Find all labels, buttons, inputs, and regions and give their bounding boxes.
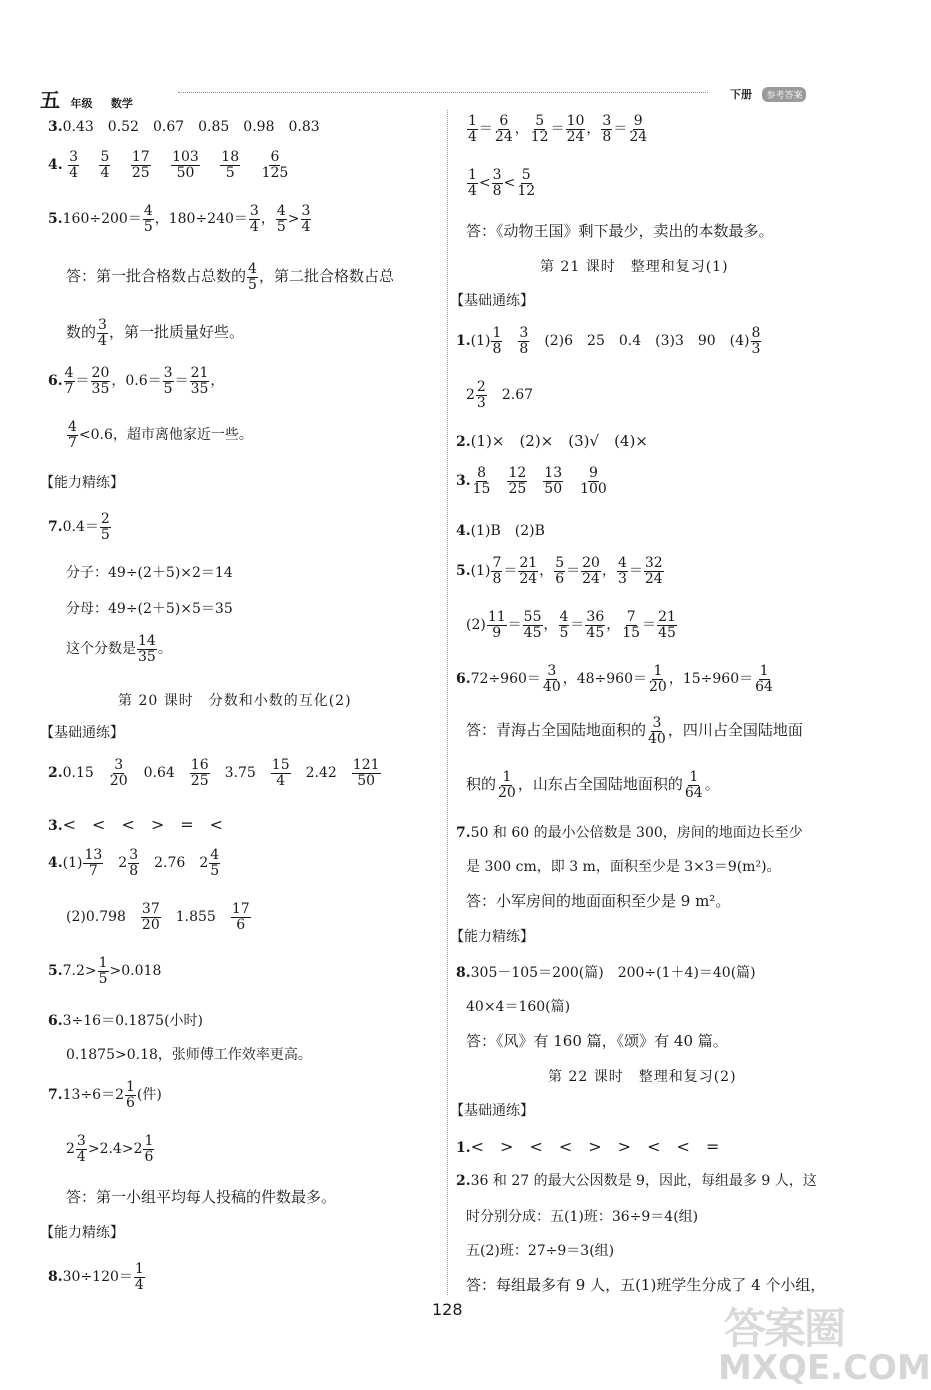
fraction-numerator: 20 — [582, 555, 600, 571]
fraction-denominator: 15 — [472, 480, 491, 497]
fraction-denominator: 12 — [517, 182, 536, 199]
fraction — [581, 556, 601, 586]
fraction — [491, 556, 502, 586]
fraction-denominator: 5 — [100, 526, 110, 543]
l21-q6: 6.72÷960＝ $\frac{3}{40}$ ，48÷960＝ $\frac{1}{20}$ ，15÷960＝ $\frac{1}{64}$ — [456, 663, 773, 695]
fraction-numerator: 1 — [689, 769, 699, 785]
fraction-denominator: 5 — [98, 970, 108, 987]
l20-q7-1: 7.13÷6＝2 $\frac{1}{6}$ (件) — [48, 1079, 162, 1111]
fraction — [492, 168, 503, 198]
fraction-numerator: 3 — [492, 167, 502, 183]
fraction-denominator: 40 — [542, 678, 561, 695]
fraction — [83, 848, 103, 878]
fraction-denominator: 4 — [69, 164, 78, 181]
fraction-denominator: 9 — [492, 624, 502, 641]
l20-q4-1: 4.(1) $\frac{13}{7}$ 2 $\frac{3}{8}$ 2.76 2 $\frac{4}{5}$ — [48, 847, 220, 879]
left-q3: 3.0.43 0.52 0.67 0.85 0.98 0.83 — [48, 119, 320, 135]
fraction-numerator: 3 — [301, 203, 311, 219]
fraction-denominator: 64 — [684, 784, 703, 801]
header-right — [730, 86, 806, 102]
fraction — [209, 848, 220, 878]
l21-q7-2: 是 300 cm，即 3 m，面积至少是 3×3＝9(m²)。 — [466, 859, 781, 875]
fraction — [163, 366, 174, 396]
fraction-denominator: 4 — [76, 1148, 86, 1165]
fraction — [143, 1134, 154, 1164]
l20-q7-2: 2 $\frac{3}{4}$ >2.4>2 $\frac{1}{6}$ — [66, 1133, 154, 1165]
right-basic-heading: 【基础通练】 — [450, 293, 534, 309]
fraction-denominator: 64 — [755, 678, 773, 695]
fraction-denominator: 6 — [144, 1148, 154, 1165]
fraction-numerator: 37 — [141, 901, 160, 917]
fraction-denominator: 3 — [617, 570, 627, 587]
l22-q2-4: 答：每组最多有 9 人，五(1)班学生分成了 4 个小组， — [466, 1276, 826, 1294]
fraction-denominator: 40 — [648, 730, 666, 747]
fraction-denominator: 8 — [602, 128, 612, 145]
fraction — [352, 758, 381, 788]
l21-q7-3: 答：小军房间的地面面积至少是 9 m²。 — [466, 892, 731, 910]
left-q7-result: 这个分数是 $\frac{14}{35}$ 。 — [66, 633, 172, 665]
fraction — [137, 634, 157, 664]
volume-label: 下册 — [730, 88, 752, 101]
fraction-denominator: 24 — [494, 128, 513, 145]
fraction-numerator: 17 — [131, 149, 150, 165]
fraction-denominator: 20 — [109, 772, 128, 789]
fraction-numerator: 1 — [502, 769, 512, 785]
left-basic-heading: 【基础通练】 — [40, 725, 124, 741]
fraction — [231, 902, 251, 932]
fraction-denominator: 4 — [249, 218, 259, 235]
l22-q2-3: 五(2)班：27÷9＝3(组) — [466, 1243, 615, 1259]
fraction-denominator: 24 — [644, 570, 663, 587]
fraction — [507, 466, 527, 496]
fraction-denominator: 5 — [143, 218, 153, 235]
left-ability-heading: 【能力精练】 — [40, 475, 124, 491]
fraction-numerator: 4 — [68, 419, 77, 435]
left-q6-conclusion: $\frac{4}{7}$ <0.6，超市离他家近一些。 — [68, 419, 253, 451]
fraction-numerator: 1 — [125, 1079, 135, 1095]
l21-q1-2: 2 $\frac{2}{3}$ 2.67 — [466, 379, 534, 411]
fraction-denominator: 100 — [580, 480, 607, 497]
fraction-denominator: 45 — [586, 624, 605, 641]
fraction — [64, 366, 75, 396]
fraction-numerator: 121 — [352, 757, 380, 773]
fraction-denominator: 4 — [301, 218, 311, 235]
fraction-numerator: 21 — [519, 555, 538, 571]
fraction-numerator: 3 — [249, 203, 259, 219]
fraction — [566, 114, 586, 144]
fraction-numerator: 17 — [231, 901, 250, 917]
right-basic-heading-2: 【基础通练】 — [450, 1103, 534, 1119]
fraction — [467, 168, 478, 198]
fraction — [601, 114, 612, 144]
fraction — [68, 150, 79, 180]
fraction-numerator: 6 — [270, 149, 280, 165]
l22-q2-2: 时分别分成：五(1)班：36÷9＝4(组) — [466, 1209, 699, 1225]
fraction — [542, 664, 562, 694]
fraction — [754, 664, 774, 694]
fraction-numerator: 13 — [84, 847, 103, 863]
lesson-22-title: 第 22 课时 整理和复习(2) — [548, 1069, 737, 1085]
fraction-numerator: 3 — [602, 113, 612, 129]
fraction-numerator: 4 — [210, 847, 220, 863]
left-q5-answer-2: 数的 $\frac{3}{4}$ ，第一批质量好些。 — [66, 317, 244, 349]
fraction-denominator: 35 — [91, 380, 110, 397]
fraction-denominator: 4 — [468, 182, 477, 199]
fraction-numerator: 16 — [190, 757, 209, 773]
fraction — [494, 114, 514, 144]
l20-ability-heading: 【能力精练】 — [40, 1225, 124, 1241]
fraction-numerator: 2 — [100, 511, 110, 527]
fraction-numerator: 9 — [633, 113, 643, 129]
fraction-numerator: 32 — [644, 555, 663, 571]
l20-q5: 5.7.2> $\frac{1}{5}$ >0.018 — [48, 955, 162, 987]
fraction — [276, 204, 287, 234]
fraction-denominator: 8 — [492, 182, 502, 199]
column-divider — [447, 110, 448, 1295]
fraction-numerator: 103 — [172, 149, 199, 165]
fraction-numerator: 13 — [544, 465, 563, 481]
lesson-21-title: 第 21 课时 整理和复习(1) — [540, 259, 729, 275]
fraction-numerator: 15 — [271, 757, 290, 773]
fraction-denominator: 4 — [134, 1276, 144, 1293]
fraction-numerator: 3 — [547, 663, 557, 679]
right-cont-2: $\frac{1}{4}$ < $\frac{3}{8}$ < $\frac{5}{12}$ — [468, 167, 536, 199]
fraction — [472, 466, 492, 496]
fraction-denominator: 4 — [276, 772, 286, 789]
fraction-denominator: 8 — [519, 340, 529, 357]
fraction-numerator: 4 — [64, 365, 74, 381]
fraction-numerator: 1 — [492, 325, 502, 341]
left-q7-numerator: 分子：49÷(2＋5)×2＝14 — [66, 565, 233, 581]
grade-label: 年级 — [70, 97, 93, 110]
fraction-numerator: 11 — [487, 609, 506, 625]
fraction — [657, 610, 677, 640]
fraction-numerator: 10 — [566, 113, 585, 129]
fraction-numerator: 1 — [653, 663, 663, 679]
l21-q5-2: (2) $\frac{11}{9}$ ＝ $\frac{55}{45}$ ， $\frac{4}{5}$ ＝ $\frac{36}{45}$ ， $\frac{7}{15}$ ＝ $\frac{21}{45}$ — [466, 609, 676, 641]
fraction — [518, 326, 529, 356]
fraction-denominator: 35 — [190, 380, 209, 397]
left-q6: 6. $\frac{4}{7}$ ＝ $\frac{20}{35}$ ，0.6＝ $\frac{3}{5}$ ＝ $\frac{21}{35}$ ， — [48, 365, 225, 397]
fraction-numerator: 4 — [276, 203, 286, 219]
fraction — [487, 610, 507, 640]
fraction — [125, 1080, 136, 1110]
fraction-numerator: 1 — [468, 113, 477, 129]
fraction — [518, 556, 538, 586]
fraction-denominator: 25 — [508, 480, 527, 497]
header — [40, 84, 133, 113]
l22-q2-1: 2.36 和 27 的最大公因数是 9，因此，每组最多 9 人，这 — [456, 1173, 817, 1189]
fraction-numerator: 1 — [98, 955, 108, 971]
fraction-denominator: 5 — [248, 276, 257, 293]
fraction-denominator: 35 — [138, 648, 156, 665]
fraction-numerator: 1 — [134, 1261, 144, 1277]
l21-q7-1: 7.50 和 60 的最小公倍数是 300，房间的地面边长至少 — [456, 825, 803, 841]
fraction-numerator: 1 — [144, 1133, 154, 1149]
fraction — [523, 610, 543, 640]
fraction — [76, 1134, 87, 1164]
left-q7: 7.0.4＝ $\frac{2}{5}$ — [48, 511, 110, 543]
fraction-numerator: 3 — [652, 715, 662, 731]
fraction — [530, 114, 550, 144]
fraction-numerator: 4 — [143, 203, 153, 219]
fraction — [644, 556, 664, 586]
fraction-numerator: 55 — [523, 609, 542, 625]
fraction-numerator: 3 — [76, 1133, 86, 1149]
fraction-denominator: 8 — [492, 340, 502, 357]
fraction — [141, 902, 161, 932]
fraction — [128, 848, 139, 878]
left-q4: 4. $\frac{3}{4}$ $\frac{5}{4}$ $\frac{17}{25}$ $\frac{103}{50}$ $\frac{18}{5}$ $\frac{6}{125}$ — [48, 149, 289, 181]
fraction-numerator: 4 — [617, 555, 627, 571]
left-q5-answer-1: 答：第一批合格数占总数的 $\frac{4}{5}$ ，第二批合格数占总 — [66, 261, 394, 293]
l20-q6-1: 6.3÷16＝0.1875(小时) — [48, 1013, 203, 1029]
fraction-numerator: 1 — [468, 167, 477, 183]
fraction-numerator: 5 — [555, 555, 565, 571]
fraction — [621, 610, 641, 640]
fraction-numerator: 3 — [129, 847, 139, 863]
fraction — [585, 610, 605, 640]
fraction-denominator: 15 — [622, 624, 641, 641]
fraction — [476, 380, 487, 410]
fraction-denominator: 4 — [100, 164, 110, 181]
fraction — [271, 758, 291, 788]
fraction-numerator: 7 — [492, 555, 502, 571]
left-q7-denominator: 分母：49÷(2＋5)×5＝35 — [66, 601, 233, 617]
fraction-denominator: 5 — [210, 862, 220, 879]
fraction-denominator: 7 — [68, 434, 77, 451]
fraction-numerator: 4 — [559, 609, 569, 625]
fraction — [190, 758, 210, 788]
fraction-denominator: 50 — [357, 772, 376, 789]
fraction-denominator: 45 — [523, 624, 542, 641]
fraction — [190, 366, 210, 396]
fraction-numerator: 5 — [521, 167, 531, 183]
fraction — [516, 168, 536, 198]
l21-q4: 4.(1)B (2)B — [456, 523, 545, 539]
right-cont-1: $\frac{1}{4}$ ＝ $\frac{6}{24}$ ， $\frac{5}{12}$ ＝ $\frac{10}{24}$ ， $\frac{3}{8}$ ＝ $\frac{9}{24}$ — [468, 113, 648, 145]
fraction-numerator: 4 — [248, 261, 257, 277]
fraction-denominator: 5 — [559, 624, 569, 641]
fraction — [617, 556, 628, 586]
l20-q6-2: 0.1875>0.18，张师傅工作效率更高。 — [66, 1047, 312, 1063]
fraction-denominator: 4 — [98, 332, 107, 349]
fraction — [134, 1262, 145, 1292]
l21-q2: 2.(1)× (2)× (3)√ (4)× — [456, 432, 648, 450]
fraction — [751, 326, 762, 356]
fraction-numerator: 3 — [163, 365, 173, 381]
fraction-numerator: 3 — [519, 325, 529, 341]
fraction — [559, 610, 570, 640]
fraction-denominator: 45 — [658, 624, 676, 641]
fraction-numerator: 3 — [98, 317, 107, 333]
fraction-numerator: 8 — [477, 465, 486, 481]
fraction-numerator: 14 — [138, 633, 156, 649]
lesson-20-title: 第 20 课时 分数和小数的互化(2) — [118, 693, 352, 709]
left-q5: 5.160÷200＝ $\frac{4}{5}$ ，180÷240＝ $\frac{3}{4}$ ， $\frac{4}{5}$ > $\frac{3}{4}$ — [48, 203, 311, 235]
l21-q3: 3. $\frac{8}{15}$ $\frac{12}{25}$ $\frac{13}{50}$ $\frac{9}{100}$ — [456, 465, 607, 497]
fraction-numerator: 36 — [586, 609, 605, 625]
fraction — [647, 716, 667, 746]
fraction — [491, 326, 502, 356]
fraction-numerator: 8 — [751, 325, 761, 341]
fraction — [99, 150, 110, 180]
fraction-denominator: 6 — [555, 570, 565, 587]
fraction — [109, 758, 129, 788]
fraction-denominator: 8 — [129, 862, 139, 879]
grade-char: 五 — [40, 88, 60, 112]
fraction-denominator: 7 — [64, 380, 74, 397]
l21-q6-answer-1: 答：青海占全国陆地面积的 $\frac{3}{40}$ ，四川占全国陆地面 — [466, 715, 803, 747]
fraction-denominator: 24 — [629, 128, 648, 145]
fraction — [648, 664, 668, 694]
fraction-denominator: 6 — [125, 1094, 135, 1111]
fraction — [98, 956, 109, 986]
fraction — [143, 204, 154, 234]
fraction-numerator: 18 — [221, 149, 240, 165]
fraction-numerator: 5 — [535, 113, 545, 129]
fraction — [171, 150, 200, 180]
header-dotted-line — [178, 92, 708, 93]
fraction-denominator: 20 — [141, 916, 160, 933]
fraction-numerator: 3 — [114, 757, 124, 773]
fraction — [301, 204, 312, 234]
l22-q1: 1.< > < < > > < < = — [456, 1137, 720, 1156]
fraction-numerator: 7 — [626, 609, 636, 625]
fraction — [579, 466, 608, 496]
fraction-numerator: 12 — [508, 465, 527, 481]
fraction-numerator: 21 — [190, 365, 209, 381]
watermark-logo: 答案圈 — [724, 1304, 845, 1353]
fraction — [247, 262, 258, 292]
fraction-numerator: 2 — [476, 379, 486, 395]
fraction — [220, 150, 240, 180]
fraction — [467, 114, 478, 144]
fraction — [100, 512, 111, 542]
l21-q5-1: 5.(1) $\frac{7}{8}$ ＝ $\frac{21}{24}$ ， $\frac{5}{6}$ ＝ $\frac{20}{24}$ ， $\frac{4}{3}$ ＝ $\frac{32}{24}$ — [456, 555, 663, 587]
fraction-denominator: 7 — [88, 862, 98, 879]
fraction-denominator: 125 — [261, 164, 289, 181]
fraction-numerator: 20 — [91, 365, 110, 381]
fraction-denominator: 50 — [544, 480, 563, 497]
fraction-denominator: 12 — [530, 128, 549, 145]
page-number: 128 — [432, 1300, 463, 1319]
l20-q7-answer: 答：第一小组平均每人投稿的件数最多。 — [66, 1188, 337, 1206]
fraction — [543, 466, 563, 496]
fraction-numerator: 6 — [499, 113, 509, 129]
fraction — [628, 114, 648, 144]
watermark-url: MXQE.COM — [718, 1348, 931, 1388]
l20-q2: 2.0.15 $\frac{3}{20}$ 0.64 $\frac{16}{25}$ 3.75 $\frac{15}{4}$ 2.42 $\frac{121}{50}$ — [48, 757, 380, 789]
fraction-numerator: 3 — [69, 149, 78, 165]
fraction — [67, 420, 78, 450]
fraction-denominator: 4 — [468, 128, 477, 145]
l21-q8-3: 答：《风》有 160 篇，《颂》有 40 篇。 — [466, 1032, 728, 1050]
fraction-denominator: 20 — [498, 784, 516, 801]
fraction — [249, 204, 260, 234]
fraction-denominator: 5 — [276, 218, 286, 235]
fraction-denominator: 50 — [176, 164, 195, 181]
fraction-denominator: 24 — [519, 570, 538, 587]
fraction-denominator: 24 — [582, 570, 600, 587]
fraction-denominator: 25 — [131, 164, 150, 181]
fraction-numerator: 21 — [658, 609, 676, 625]
fraction-denominator: 3 — [751, 340, 761, 357]
subject-label: 数学 — [110, 97, 133, 110]
l21-q8-2: 40×4＝160(篇) — [466, 999, 571, 1015]
l21-q6-answer-2: 积的 $\frac{1}{20}$ ，山东占全国陆地面积的 $\frac{1}{64}$ 。 — [466, 769, 720, 801]
fraction-denominator: 6 — [236, 916, 246, 933]
fraction-numerator: 5 — [100, 149, 110, 165]
fraction-denominator: 5 — [225, 164, 235, 181]
fraction — [261, 150, 290, 180]
fraction — [684, 770, 704, 800]
fraction-denominator: 3 — [476, 394, 486, 411]
fraction-denominator: 24 — [566, 128, 585, 145]
right-cont-answer: 答：《动物王国》剩下最少，卖出的本数最多。 — [466, 222, 774, 240]
l21-q8-1: 8.305－105＝200(篇) 200÷(1＋4)＝40(篇) — [456, 965, 756, 981]
fraction-numerator: 1 — [759, 663, 769, 679]
fraction-denominator: 8 — [492, 570, 502, 587]
fraction — [131, 150, 151, 180]
fraction — [554, 556, 565, 586]
l21-q1-1: 1.(1) $\frac{1}{8}$ $\frac{3}{8}$ (2)6 25 0.4 (3)3 90 (4) $\frac{8}{3}$ — [456, 325, 761, 357]
fraction-numerator: 9 — [589, 465, 598, 481]
fraction — [497, 770, 517, 800]
fraction — [91, 366, 111, 396]
fraction-denominator: 5 — [163, 380, 173, 397]
l20-q8: 8.30÷120＝ $\frac{1}{4}$ — [48, 1261, 144, 1293]
fraction-denominator: 25 — [190, 772, 209, 789]
right-ability-heading: 【能力精练】 — [450, 929, 534, 945]
l20-q4-2: (2)0.798 $\frac{37}{20}$ 1.855 $\frac{17}{6}$ — [66, 901, 250, 933]
l20-q3: 3.< < < > = < — [48, 815, 224, 834]
fraction-denominator: 20 — [649, 678, 667, 695]
answer-tag: 参考答案 — [762, 87, 806, 102]
fraction — [97, 318, 108, 348]
